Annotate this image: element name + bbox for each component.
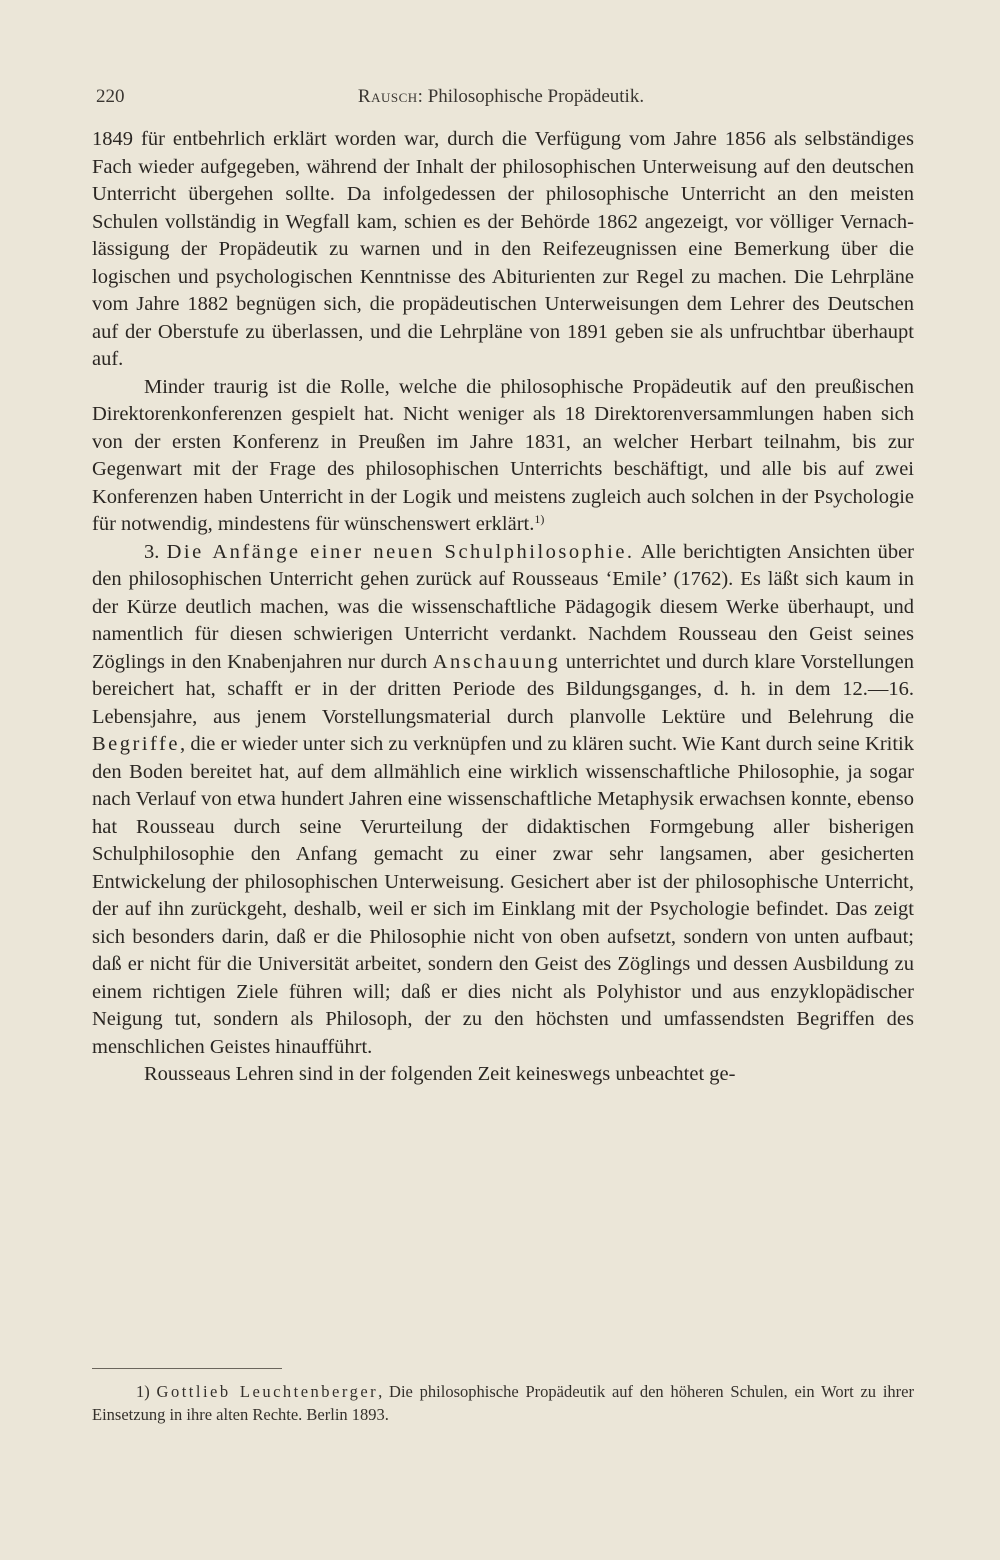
paragraph-2-text: Minder traurig ist die Rolle, welche die philosophische Propädeutik auf den preußischen Direktorenkonferenzen gespielt hat. Nicht weniger als 18 Direktorenversammlungen haben sich von der ersten Konferenz in Preußen im Jahre 1831, an welcher Herbart teilnahm, bis zur Gegenwart mit der Frage des philosophischen Unterrichts beschäftigt, und alle bis auf zwei Konferenzen haben Unterricht in der Logik und meistens zugleich auch solchen in der Psychologie für notwendig, mindestens für wünschenswert erklärt. xyxy=(92,375,914,535)
footnote-text: , Die philosophische Propädeutik auf den höheren Schulen, ein Wort zu ihrer Einsetzung in ihre alten Rechte. Berlin 1893. xyxy=(92,1382,914,1424)
paragraph-3 xyxy=(92,539,914,1062)
section-heading: Die Anfänge einer neuen Schulphilosophie. xyxy=(166,540,635,563)
paragraph-3-text-c: , die er wieder unter sich zu verknüpfen und zu klären sucht. Wie Kant durch seine Kritik den Boden bereitet hat, auf dem allmählich eine wirklich wissenschaftliche Philosophie, ja sogar nach Verlauf von etwa hundert Jahren eine wissenschaftliche Metaphysik erwachsen konnte, ebenso hat Rousseau durch seine Verurteilung der didaktischen Formgebung aller bisherigen Schulphilosophie den Anfang gemacht zu einer zwar sehr langsamen, aber gesicherten Entwickelung der philosophischen Unterweisung. Gesichert aber ist der philosophische Unterricht, der auf ihn zurückgeht, deshalb, weil er sich im Einklang mit der Psychologie befindet. Das zeigt sich besonders darin, daß er die Philosophie nicht von oben aufsetzt, sondern von unten aufbaut; daß er nicht für die Universität arbeitet, sondern den Geist des Zöglings und dessen Ausbildung zu einem richtigen Ziele führen will; daß er dies nicht als Polyhistor und aus enzyklopädischer Neigung tut, sondern als Philosoph, der zu den höchsten und umfassendsten Begriffen des menschlichen Geistes hinaufführt. xyxy=(92,733,914,1058)
paragraph-1-text: 1849 für entbehrlich erklärt worden war, durch die Verfügung vom Jahre 1856 als selbständiges Fach wieder aufgegeben, während der Inhalt der philosophischen Unterweisung auf den deutschen Unterricht übergehen sollte. Da infolgedessen der philosophische Unterricht an den meisten Schulen vollständig in Wegfall kam, schien es der Behörde 1862 angezeigt, vor völliger Vernachlässigung der Propädeutik zu warnen und in den Reifezeugnissen eine Bemerkung über die logischen und psychologischen Kenntnisse des Abiturienten zur Regel zu machen. Die Lehrpläne vom Jahre 1882 begnügen sich, die propädeutischen Unterweisungen dem Lehrer des Deutschen auf der Oberstufe zu überlassen, und die Lehrpläne von 1891 geben sie als unfruchtbar überhaupt auf. xyxy=(92,128,914,370)
paragraph-3-text-b: unterrichtet und durch klare Vorstellungen bereichert hat, schafft er in der dritten Periode des Bildungsganges, d. h. in dem 12.—16. Lebensjahre, aus jenem Vorstellungsmaterial durch planvolle Lektüre und Belehrung die xyxy=(92,650,914,728)
emphasis-anschauung: Anschauung xyxy=(432,650,561,673)
paragraph-4-text: Rousseaus Lehren sind in der folgenden Zeit keineswegs unbeachtet ge- xyxy=(144,1063,736,1085)
paragraph-3-text-a: Alle berichtigten Ansichten über den philosophischen Unterricht gehen zurück auf Rousseaus ‘Emile’ (1762). Es läßt sich kaum in der Kürze deutlich machen, was die wissenschaftliche Pädagogik diesem Werke überhaupt, und namentlich für diesen schwierigen Unterricht verdankt. Nachdem Rousseau den Geist seines Zöglings in den Knabenjahren nur durch xyxy=(92,540,915,673)
running-head-title: : Philosophische Propädeutik. xyxy=(417,86,645,107)
footnotes xyxy=(92,1380,914,1426)
paragraph-2 xyxy=(92,374,914,539)
paragraph-4 xyxy=(92,1061,914,1089)
footnote-author: Gottlieb Leuchtenberger xyxy=(156,1382,379,1401)
page-header xyxy=(96,86,906,116)
footnote-reference: 1) xyxy=(534,512,545,526)
footnote-marker: 1) xyxy=(136,1382,150,1401)
paragraph-1 xyxy=(92,126,914,374)
emphasis-begriffe: Begriffe xyxy=(92,733,180,755)
running-head-author: Rausch xyxy=(357,86,418,107)
running-head xyxy=(96,86,906,108)
body-text xyxy=(92,126,914,1089)
section-number: 3. xyxy=(144,540,160,563)
footnote-divider xyxy=(92,1368,282,1369)
footnote-1 xyxy=(92,1380,914,1426)
page-number: 220 xyxy=(96,86,125,107)
